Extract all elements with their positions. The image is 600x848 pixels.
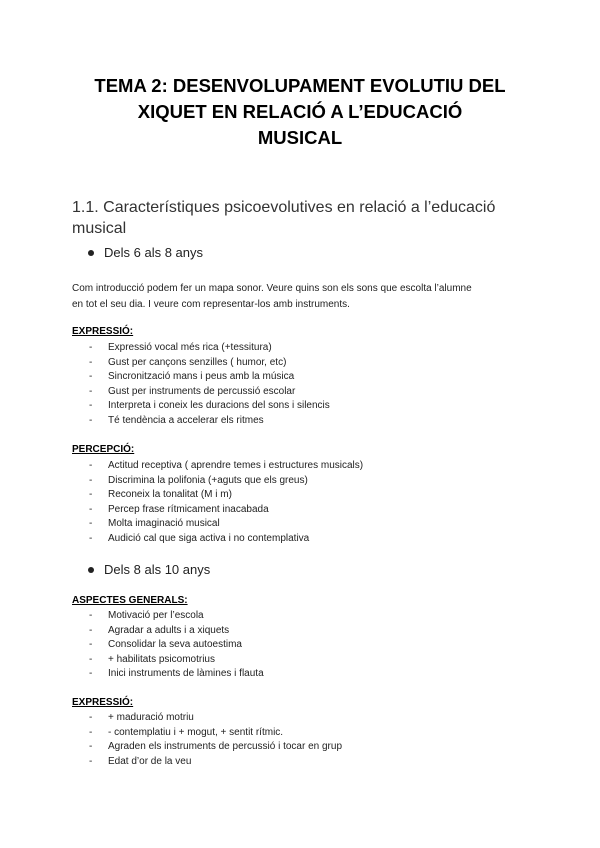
aspectes-generals-list — [72, 609, 264, 682]
percepcio-list — [72, 459, 363, 546]
list-item: - + maduració motriu — [72, 711, 342, 726]
bullet-dot-icon — [88, 567, 94, 573]
title-line-2: XIQUET EN RELACIÓ A L’EDUCACIÓ — [137, 101, 463, 122]
section-heading: 1.1. Característiques psicoevolutives en relació a l’educació musical — [72, 199, 496, 237]
aspectes-generals-heading: ASPECTES GENERALS: — [72, 595, 188, 606]
age-group-bullet-8-10 — [88, 562, 210, 578]
list-item: - Interpreta i coneix les duracions del sons i silencis — [72, 399, 330, 414]
title-line-3: MUSICAL — [257, 127, 343, 148]
intro-line-2: en tot el seu dia. I veure com representar-los amb instruments. — [72, 299, 350, 310]
list-item: - Consolidar la seva autoestima — [72, 638, 264, 653]
list-item: - Gust per instruments de percussió escolar — [72, 385, 330, 400]
percepcio-heading: PERCEPCIÓ: — [72, 444, 135, 455]
list-item: - Motivació per l’escola — [72, 609, 264, 624]
list-item: - Percep frase rítmicament inacabada — [72, 503, 363, 518]
list-item: - Agradar a adults i a xiquets — [72, 624, 264, 639]
list-item: - Reconeix la tonalitat (M i m) — [72, 488, 363, 503]
list-item: - Audició cal que siga activa i no contemplativa — [72, 532, 363, 547]
document-title — [60, 73, 540, 151]
list-item: - Agraden els instruments de percussió i tocar en grup — [72, 740, 342, 755]
intro-paragraph — [72, 281, 532, 313]
list-item: - Edat d’or de la veu — [72, 755, 342, 770]
list-item: - Discrimina la polifonia (+aguts que els greus) — [72, 474, 363, 489]
bullet-dot-icon — [88, 250, 94, 256]
age-group-label: Dels 8 als 10 anys — [104, 562, 211, 577]
list-item: - Actitud receptiva ( aprendre temes i estructures musicals) — [72, 459, 363, 474]
expressio-list — [72, 341, 330, 428]
list-item: - Gust per cançons senzilles ( humor, etc) — [72, 356, 330, 371]
list-item: - Sincronització mans i peus amb la música — [72, 370, 330, 385]
expressio-heading: EXPRESSIÓ: — [72, 326, 134, 337]
title-line-1: TEMA 2: DESENVOLUPAMENT EVOLUTIU DEL — [94, 75, 506, 96]
list-item: - Molta imaginació musical — [72, 517, 363, 532]
age-group-bullet-6-8 — [88, 245, 203, 261]
intro-line-1: Com introducció podem fer un mapa sonor. Veure quins son els sons que escolta l’alumne — [72, 283, 472, 294]
age-group-label: Dels 6 als 8 anys — [104, 245, 203, 260]
list-item: - Té tendència a accelerar els ritmes — [72, 414, 330, 429]
list-item: - Expressió vocal més rica (+tessitura) — [72, 341, 330, 356]
list-item: - Inici instruments de làmines i flauta — [72, 667, 264, 682]
expressio-list-2 — [72, 711, 342, 769]
expressio-heading-2: EXPRESSIÓ: — [72, 697, 134, 708]
list-item: - + habilitats psicomotrius — [72, 653, 264, 668]
list-item: - - contemplatiu i + mogut, + sentit rítmic. — [72, 726, 342, 741]
